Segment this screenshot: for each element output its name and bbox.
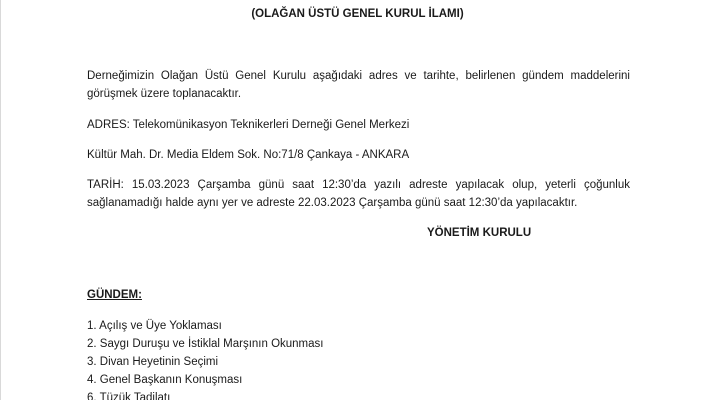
signature-board: YÖNETİM KURULU xyxy=(427,227,532,239)
date-paragraph-line-1: TARİH: 15.03.2023 Çarşamba günü saat 12:30’da yazılı adreste yapılacak olup, yeterli çoğunluk xyxy=(87,179,630,191)
intro-paragraph-line-2: görüşmek üzere toplanacaktır. xyxy=(87,88,242,100)
date-paragraph-line-2: sağlanamadığı halde aynı yer ve adreste 22.03.2023 Çarşamba günü saat 12:30’da yapılacaktır. xyxy=(87,197,578,209)
page-edge-divider xyxy=(0,0,1,400)
address-line-1: ADRES: Telekomünikasyon Teknikerleri Derneği Genel Merkezi xyxy=(87,119,410,131)
agenda-item: 3. Divan Heyetinin Seçimi xyxy=(87,356,219,368)
document-title: (OLAĞAN ÜSTÜ GENEL KURUL İLAMI) xyxy=(251,8,464,20)
intro-paragraph-line-1: Derneğimizin Olağan Üstü Genel Kurulu aşağıdaki adres ve tarihte, belirlenen gündem maddelerini xyxy=(87,70,630,82)
agenda-item: 2. Saygı Duruşu ve İstiklal Marşının Okunması xyxy=(87,338,324,350)
agenda-heading: GÜNDEM: xyxy=(87,289,142,301)
agenda-item: 4. Genel Başkanın Konuşması xyxy=(87,374,243,386)
agenda-item: 1. Açılış ve Üye Yoklaması xyxy=(87,320,222,332)
agenda-item: 6. Tüzük Tadilatı xyxy=(87,392,171,400)
address-line-2: Kültür Mah. Dr. Media Eldem Sok. No:71/8 Çankaya - ANKARA xyxy=(87,149,410,161)
